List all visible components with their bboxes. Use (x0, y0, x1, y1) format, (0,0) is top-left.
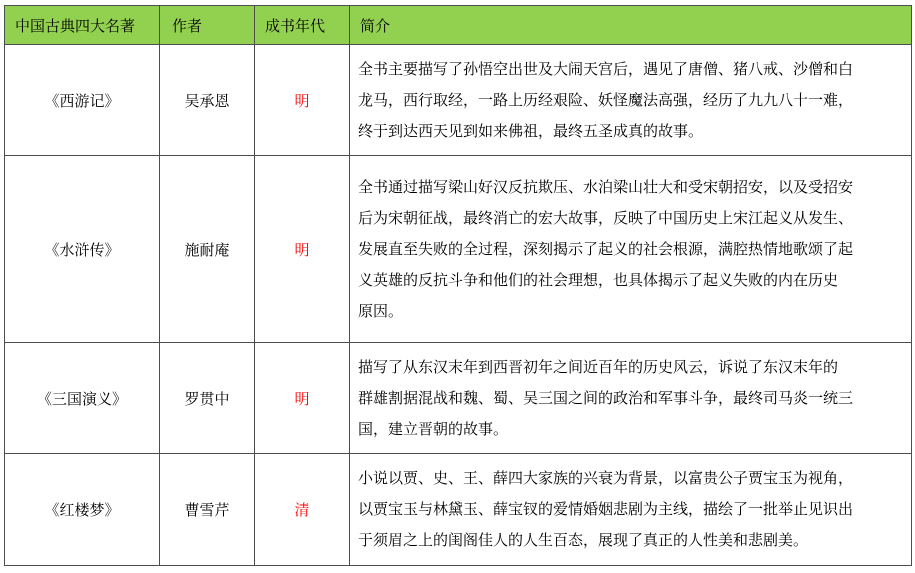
classics-table-container (4, 5, 912, 566)
intro-line: 群雄割据混战和魏、蜀、吴三国之间的政治和军事斗争，最终司马炎一统三 (358, 388, 854, 407)
header-intro: 简介 (350, 6, 912, 45)
table-row (5, 45, 912, 156)
intro-line: 国，建立晋朝的故事。 (358, 419, 509, 438)
table-row (5, 343, 912, 454)
header-era: 成书年代 (255, 6, 350, 45)
intro-line: 发展直至失败的全过程，深刻揭示了起义的社会根源，满腔热情地歌颂了起 (358, 239, 854, 258)
table-row (5, 156, 912, 343)
book-name: 《红楼梦》 (5, 454, 160, 566)
book-intro (350, 45, 912, 156)
intro-line: 后为宋朝征战，最终消亡的宏大故事，反映了中国历史上宋江起义从发生、 (358, 208, 854, 227)
book-author: 罗贯中 (160, 343, 255, 454)
intro-line: 小说以贾、史、王、薛四大家族的兴衰为背景，以富贵公子贾宝玉为视角， (358, 469, 854, 487)
intro-line: 全书通过描写梁山好汉反抗欺压、水泊梁山壮大和受宋朝招安，以及受招安 (358, 177, 854, 196)
book-author: 吴承恩 (160, 45, 255, 156)
header-book: 中国古典四大名著 (5, 6, 160, 45)
book-era: 清 (255, 454, 350, 566)
book-intro (350, 156, 912, 343)
intro-line: 终于到达西天见到如来佛祖，最终五圣成真的故事。 (358, 121, 704, 140)
book-name: 《三国演义》 (5, 343, 160, 454)
intro-line: 以贾宝玉与林黛玉、薛宝钗的爱情婚姻悲剧为主线，描绘了一批举止见识出 (358, 500, 854, 518)
intro-line: 描写了从东汉末年到西晋初年之间近百年的历史风云，诉说了东汉末年的 (358, 357, 839, 376)
book-intro (350, 454, 912, 566)
book-author: 曹雪芹 (160, 454, 255, 566)
intro-line: 于须眉之上的闺阁佳人的人生百态，展现了真正的人性美和悲剧美。 (358, 531, 809, 549)
book-era: 明 (255, 343, 350, 454)
book-author: 施耐庵 (160, 156, 255, 343)
book-intro (350, 343, 912, 454)
header-row (5, 6, 912, 45)
book-name: 《西游记》 (5, 45, 160, 156)
intro-line: 义英雄的反抗斗争和他们的社会理想，也具体揭示了起义失败的内在历史 (358, 270, 839, 289)
table-row (5, 454, 912, 566)
book-era: 明 (255, 45, 350, 156)
intro-line: 全书主要描写了孙悟空出世及大闹天宫后，遇见了唐僧、猪八戒、沙僧和白 (358, 59, 854, 78)
header-author: 作者 (160, 6, 255, 45)
book-name: 《水浒传》 (5, 156, 160, 343)
intro-line: 原因。 (358, 301, 404, 320)
book-era: 明 (255, 156, 350, 343)
intro-line: 龙马，西行取经，一路上历经艰险、妖怪魔法高强，经历了九九八十一难， (358, 90, 854, 109)
classics-table (4, 5, 912, 566)
